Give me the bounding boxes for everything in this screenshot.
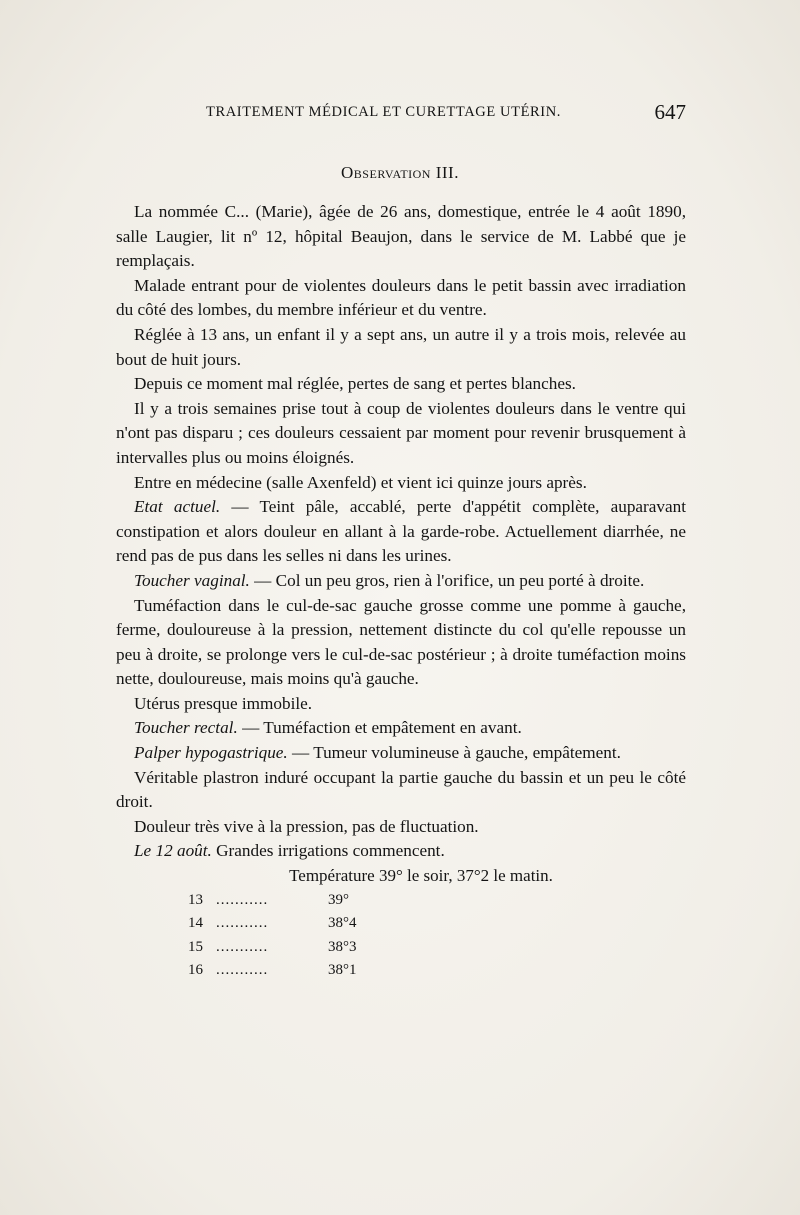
body-text [116, 200, 686, 983]
paragraph-lead: Palper hypogastrique. [134, 743, 288, 763]
temperature-row [188, 889, 686, 913]
paragraph-text: Grandes irrigations commencent. [211, 841, 445, 861]
paragraph-lead: Toucher vaginal. [134, 570, 250, 590]
temperature-row [188, 959, 686, 983]
paragraph [116, 274, 686, 323]
paragraph-text: Malade entrant pour de violentes douleurs dans le petit bassin avec irradiation du côté des lombes, du membre inférieur et du ventre. [116, 275, 686, 320]
temperature-value: 38°3 [328, 938, 357, 955]
temperature-title: Température 39° le soir, 37°2 le matin. [289, 866, 553, 886]
section-heading: Observation III. [341, 163, 459, 182]
temperature-day: 14 [188, 915, 203, 932]
running-head [116, 100, 686, 126]
paragraph-text: La nommée C... (Marie), âgée de 26 ans, domestique, entrée le 4 août 1890, salle Laugier, lit nº 12, hôpital Beaujon, dans le service de M. Labbé que je remplaçais. [116, 202, 686, 271]
paragraph-text: — Teint pâle, accablé, perte d'appétit complète, auparavant constipation et alors douleur en allant à la garde-robe. Actuellement diarrhée, ne rend pas de pus dans les selles ni dans les urines. [116, 497, 687, 566]
paragraph-lead: Etat actuel. [134, 497, 221, 517]
paragraph-lead: Le 12 août. [134, 841, 212, 861]
paragraph [116, 766, 686, 815]
paragraph [116, 200, 686, 274]
paragraph-text: Douleur très vive à la pression, pas de fluctuation. [134, 816, 479, 836]
paragraph-lead: Toucher rectal. [134, 718, 238, 738]
paragraph [116, 495, 686, 569]
paragraph-text: Il y a trois semaines prise tout à coup de violentes douleurs dans le ventre qui n'ont pas disparu ; ces douleurs cessaient par moment pour revenir brusquement à intervalles plus ou moins éloignés. [116, 398, 686, 467]
temperature-day: 16 [188, 962, 203, 979]
paragraph [116, 323, 686, 372]
temperature-value: 38°1 [328, 962, 357, 979]
paragraph [116, 372, 686, 397]
paragraph-text: Entre en médecine (salle Axenfeld) et vient ici quinze jours après. [134, 472, 587, 492]
temperature-row [188, 912, 686, 936]
page-number: 647 [654, 100, 686, 124]
paragraph [116, 839, 686, 864]
leader-dots: ........... [216, 891, 269, 908]
temperature-day: 13 [188, 891, 203, 908]
paragraph-text: Depuis ce moment mal réglée, pertes de sang et pertes blanches. [134, 374, 576, 394]
leader-dots: ........... [216, 938, 269, 955]
paragraph-text: — Tuméfaction et empâtement en avant. [237, 718, 522, 738]
paragraph-text: — Tumeur volumineuse à gauche, empâtement. [287, 743, 621, 763]
paragraph-text: Véritable plastron induré occupant la partie gauche du bassin et un peu le côté droit. [116, 767, 686, 812]
temperature-day: 15 [188, 938, 203, 955]
temperature-value: 38°4 [328, 915, 357, 932]
paragraph [116, 569, 686, 594]
paragraph [116, 692, 686, 717]
temperature-value: 39° [328, 891, 349, 908]
paragraph [116, 471, 686, 496]
temperature-row [188, 936, 686, 960]
paragraph [116, 815, 686, 840]
paragraph [116, 397, 686, 471]
paragraph [116, 741, 686, 766]
paragraph-text: — Col un peu gros, rien à l'orifice, un peu porté à droite. [249, 570, 645, 590]
paragraph [116, 594, 686, 692]
paragraph-text: Tuméfaction dans le cul-de-sac gauche grosse comme une pomme à gauche, ferme, douloureuse à la pression, nettement distincte du col qu'elle repousse un peu à droite, se prolonge vers le cul-de-sac postérieur ; à droite tuméfaction moins nette, douloureuse, mais moins qu'à gauche. [116, 595, 686, 689]
paragraph-text: Utérus presque immobile. [134, 693, 313, 713]
leader-dots: ........... [216, 915, 269, 932]
paragraph-text: Réglée à 13 ans, un enfant il y a sept ans, un autre il y a trois mois, relevée au bout de huit jours. [116, 324, 686, 369]
running-title: TRAITEMENT MÉDICAL ET CURETTAGE UTÉRIN. [206, 104, 562, 120]
leader-dots: ........... [216, 962, 269, 979]
paragraph [116, 716, 686, 741]
